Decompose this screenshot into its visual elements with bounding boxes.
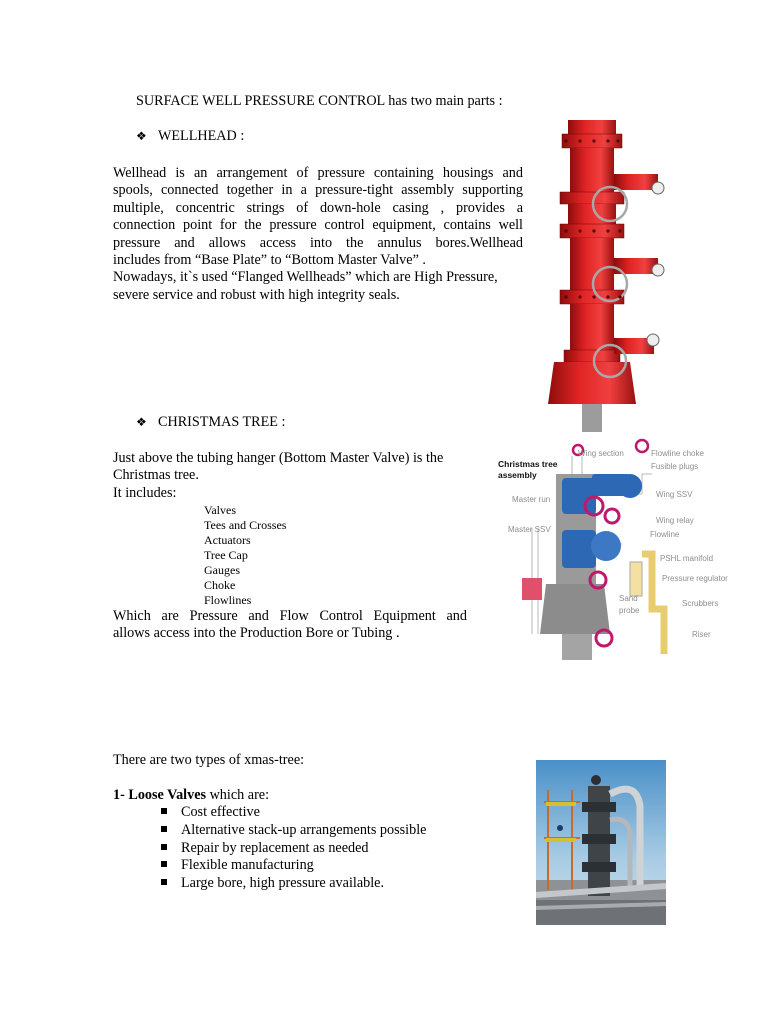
christmas-tree-heading — [136, 414, 285, 431]
types-intro: There are two types of xmas-tree: — [113, 752, 305, 768]
loose-valves-heading — [113, 787, 269, 804]
text-line: Christmas tree. — [113, 467, 199, 484]
wellhead-line: connection point for the pressure control equipment, contains well — [113, 217, 523, 234]
diagram-label: Scrubbers — [682, 599, 719, 608]
list-item-text: Cost effective — [181, 804, 260, 820]
diagram-label: Wing SSV — [656, 490, 693, 499]
diagram-label: Master SSV — [508, 525, 551, 534]
list-item: Tree Cap — [204, 548, 248, 562]
diagram-label: Master run — [512, 495, 551, 504]
wellhead-heading-text: WELLHEAD : — [158, 128, 245, 144]
wellhead-line: pressure and allows access into the annulus bores.Wellhead — [113, 234, 523, 251]
diagram-label: Wing relay — [656, 516, 694, 525]
text-line: Just above the tubing hanger (Bottom Master Valve) is the — [113, 450, 444, 466]
diagram-label: Riser — [692, 630, 711, 639]
list-item-text: Large bore, high pressure available. — [181, 875, 385, 892]
square-bullet-icon — [161, 808, 167, 814]
wellhead-line: includes from “Base Plate” to “Bottom Master Valve” . — [113, 252, 426, 269]
diagram-label: Flowline choke — [651, 449, 704, 458]
square-bullet-icon — [161, 826, 167, 832]
christmas-tree-heading-text: CHRISTMAS TREE : — [158, 414, 286, 430]
wellhead-line: Wellhead is an arrangement of pressure containing housings and — [113, 165, 523, 181]
list-item: Actuators — [204, 533, 251, 547]
wellhead-paragraph — [113, 165, 523, 304]
loose-valves-title: 1- Loose Valves — [113, 787, 207, 803]
list-item — [161, 822, 426, 840]
list-item: Gauges — [204, 563, 240, 577]
christmas-tree-intro — [113, 450, 473, 502]
list-item-text: Flexible manufacturing — [181, 857, 314, 874]
square-bullet-icon — [161, 861, 167, 867]
christmas-tree-items — [204, 503, 286, 608]
wellhead-image — [540, 118, 680, 438]
text-line: Which are Pressure and Flow Control Equipment and — [113, 608, 467, 624]
text-line: It includes: — [113, 484, 177, 501]
christmas-tree-after — [113, 608, 467, 643]
diagram-title: assembly — [498, 470, 537, 480]
list-item — [161, 804, 426, 822]
list-item-text: Repair by replacement as needed — [181, 839, 369, 856]
text-line: allows access into the Production Bore or Tubing . — [113, 625, 400, 642]
square-bullet-icon — [161, 879, 167, 885]
wellhead-line: Nowadays, it`s used “Flanged Wellheads” which are High Pressure, — [113, 269, 498, 286]
diagram-label: Fusible plugs — [651, 462, 699, 471]
diagram-label: Sand — [619, 594, 638, 603]
wellhead-line: multiple, concentric strings of down-hole casing , provides a — [113, 199, 523, 216]
diagram-label: Flowline — [650, 530, 680, 539]
diamond-bullet-icon: ❖ — [136, 415, 147, 429]
intro-line: SURFACE WELL PRESSURE CONTROL has two main parts : — [136, 93, 503, 109]
christmas-tree-diagram — [492, 434, 754, 666]
diagram-label: Wing section — [578, 449, 624, 458]
list-item — [161, 875, 426, 893]
list-item-text: Alternative stack-up arrangements possible — [181, 821, 427, 838]
list-item — [161, 840, 426, 858]
loose-valves-photo — [536, 760, 666, 925]
list-item — [161, 857, 426, 875]
list-item: Choke — [204, 578, 236, 592]
diagram-label: Pressure regulator — [662, 574, 728, 583]
diamond-bullet-icon: ❖ — [136, 129, 147, 143]
list-item: Flowlines — [204, 593, 252, 607]
wellhead-heading — [136, 128, 244, 145]
loose-valves-rest: which are: — [206, 787, 270, 803]
diagram-label: PSHL manifold — [660, 554, 714, 563]
list-item: Valves — [204, 503, 236, 517]
wellhead-line: spools, connected together in a pressure-tight assembly supporting — [113, 182, 523, 199]
square-bullet-icon — [161, 844, 167, 850]
loose-valves-list — [161, 804, 426, 893]
diagram-label: probe — [619, 606, 640, 615]
list-item: Tees and Crosses — [204, 518, 287, 532]
wellhead-line: severe service and robust with high integrity seals. — [113, 286, 400, 303]
diagram-title: Christmas tree — [498, 459, 558, 469]
